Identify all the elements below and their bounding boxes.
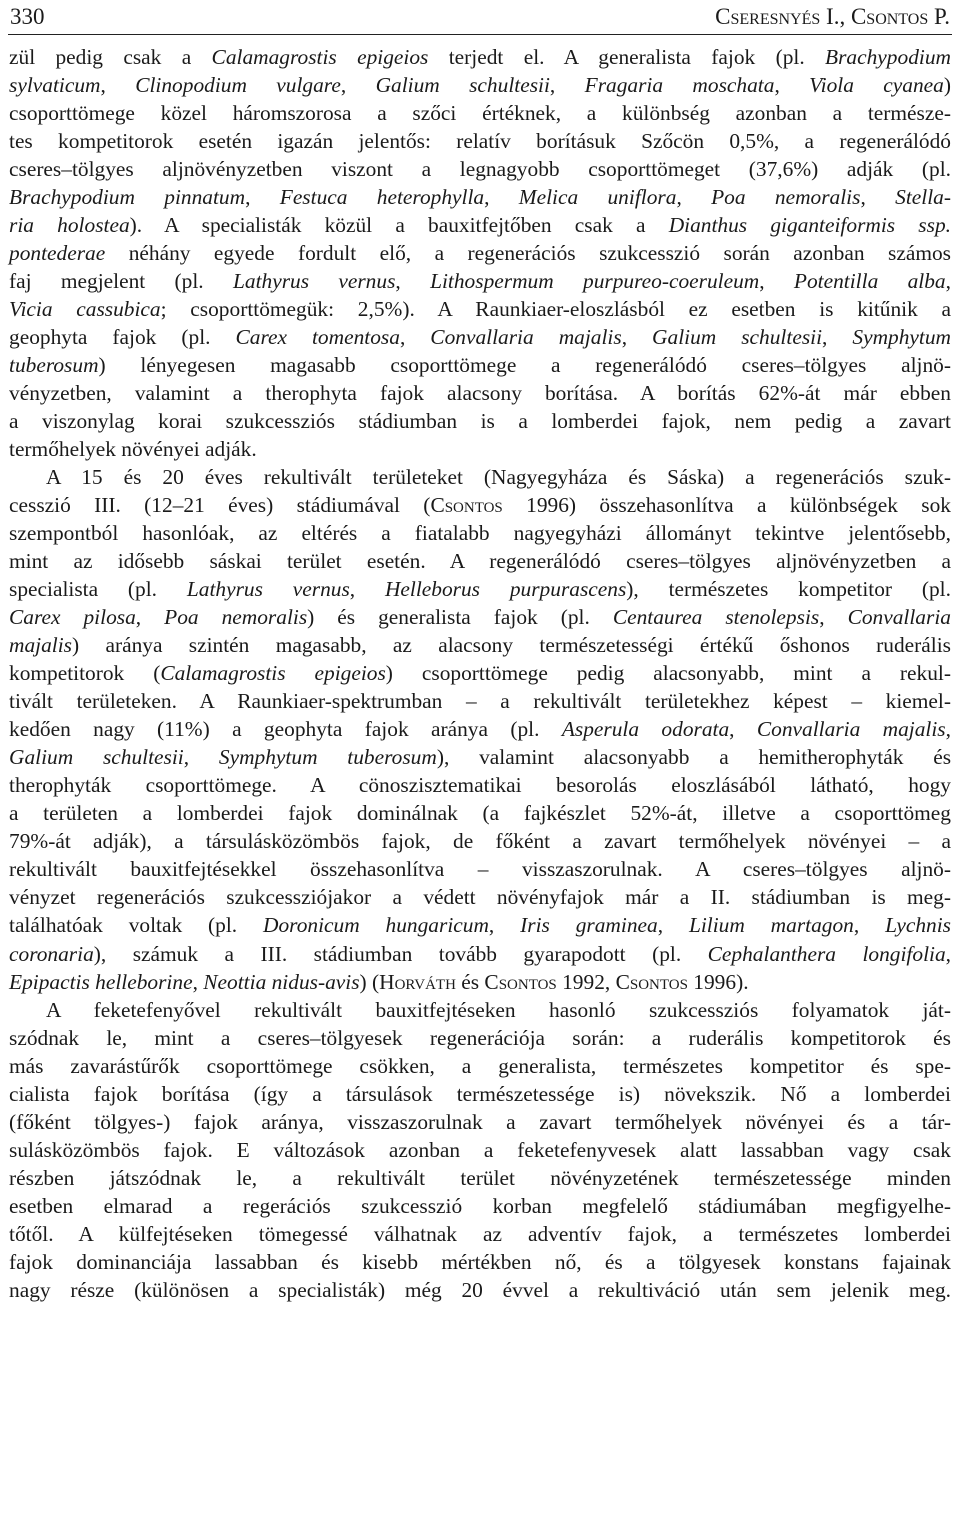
text-span: cialista fajok borítása (így a társulások természetessége is) növekszik. Nő a lomberdei	[9, 1081, 951, 1106]
italic-span: Convallaria majalis	[756, 717, 946, 742]
text-line	[9, 547, 951, 575]
text-line	[9, 940, 951, 968]
text-span: ,	[349, 577, 385, 602]
body-text	[9, 43, 951, 1304]
text-span: kompetitorok (	[9, 661, 161, 686]
text-span: ,	[340, 73, 376, 98]
text-span: 79%-át adják), a társulásközömbös fajok, de főként a zavart termőhelyek növényei – a	[9, 829, 951, 854]
italic-span: Helleborus purpurascens	[384, 577, 627, 602]
text-line	[9, 1192, 951, 1220]
text-line	[9, 996, 951, 1024]
text-span: ) csoporttömege pedig alacsonyabb, mint a rekul-	[385, 661, 951, 686]
text-line	[9, 491, 951, 519]
text-span: terjedt el. A generalista fajok (pl.	[428, 45, 826, 69]
text-span: ,	[488, 913, 521, 938]
text-span: néhány egyede fordult elő, a regenerációs szukcesszió során azonban számos	[105, 241, 951, 266]
text-span: fajok dominanciája lassabban és kisebb mértékben nő, és a tölgyesek konstans fajainak	[9, 1249, 951, 1274]
text-span: más zavarástűrők csoporttömege csökken, a generalista, természetes kompetitor és spe-	[9, 1053, 951, 1078]
italic-span: Brachypodium	[825, 45, 951, 69]
text-span: rekultivált bauxitfejtésekkel összehasonlítva – visszaszorulnak. A cseres–tölgyes aljnö-	[9, 857, 951, 882]
italic-span: majalis	[9, 633, 72, 658]
text-span: ,	[945, 717, 951, 742]
text-line	[9, 827, 951, 855]
text-span: vényzetben, valamint a therophyta fajok alacsony borítása. A borítás 62%-át már ebben	[9, 381, 951, 406]
text-span: ,	[183, 745, 219, 770]
text-line	[9, 743, 951, 771]
text-span: a területen a lomberdei fajok dominálnak (a fajkészlet 52%-át, illetve a csoporttömeg	[9, 801, 951, 826]
text-line	[9, 183, 951, 211]
text-span: ) és generalista fajok (pl.	[307, 605, 613, 630]
text-line	[9, 1080, 951, 1108]
text-span: sulásközömbös fajok. E változások azonban a feketefenyvesek alatt lassabban vagy csak	[9, 1137, 951, 1162]
italic-span: Lilium martagon	[688, 913, 854, 938]
italic-span: Calamagrostis epigeios	[160, 661, 386, 686]
italic-span: Clinopodium vulgare	[135, 73, 341, 98]
italic-span: tuberosum	[9, 353, 99, 378]
text-span: ,	[399, 325, 431, 350]
text-line	[9, 127, 951, 155]
italic-span: Poa nemoralis	[711, 185, 861, 210]
text-line	[9, 1164, 951, 1192]
text-line	[9, 575, 951, 603]
text-span: ,	[822, 325, 853, 350]
text-span: cseres–tölgyes aljnövényzetben viszont a legnagyobb csoporttömeget (37,6%) adják (pl.	[9, 157, 951, 182]
text-span: ), valamint alacsonyabb a hemitherophyták és	[436, 745, 952, 770]
text-line	[9, 1276, 951, 1304]
text-line	[9, 211, 951, 239]
italic-span: Calamagrostis epigeios	[211, 45, 429, 69]
text-line	[9, 968, 951, 996]
text-span: 1992,	[556, 969, 616, 994]
italic-span: Vicia cassubica	[9, 297, 161, 322]
italic-span: Epipactis helleborine	[9, 969, 193, 994]
text-line	[9, 687, 951, 715]
text-span: ) (	[359, 969, 380, 994]
running-head-authors: Cseresnyés I., Csontos P.	[715, 4, 950, 29]
text-span: 1996) összehasonlítva a különbségek sok	[502, 493, 951, 518]
text-line	[9, 1248, 951, 1276]
text-span: nagy része (különösen a specialisták) még 20 évvel a rekultiváció után sem jelenik meg.	[9, 1277, 951, 1302]
text-span: ,	[395, 269, 431, 294]
text-line	[9, 911, 951, 939]
running-header	[0, 0, 960, 36]
text-span: csoporttömege közel háromszorosa a szőci értéknek, a különbség azonban a természe-	[9, 101, 951, 126]
italic-span: pontederae	[9, 241, 106, 266]
text-span: részben játszódnak le, a rekultivált terület növényzetének természetessége minden	[9, 1165, 951, 1190]
small-caps-span: Csontos	[615, 969, 688, 994]
italic-span: Lithospermum purpureo-coeruleum	[430, 269, 760, 294]
text-span: ,	[245, 185, 280, 210]
italic-span: ria holostea	[9, 213, 130, 238]
italic-span: coronaria	[9, 941, 94, 966]
text-span: ). A specialisták közül a bauxitfejtőben csak a	[129, 213, 669, 238]
page-number: 330	[10, 4, 45, 29]
text-span: )	[943, 73, 951, 98]
text-line	[9, 631, 951, 659]
text-line	[9, 71, 951, 99]
text-line	[9, 1052, 951, 1080]
text-line	[9, 463, 951, 491]
text-span: zül pedig csak a	[9, 45, 212, 69]
italic-span: Stella-	[895, 185, 951, 210]
italic-span: Dianthus giganteiformis ssp.	[668, 213, 952, 238]
text-span: szempontból hasonlóak, az eltérés a fiatalabb nagyegyházi állományt tekintve jelentősebb,	[9, 521, 951, 546]
text-span: ,	[484, 185, 519, 210]
italic-span: Lathyrus vernus	[232, 269, 396, 294]
text-span: és	[455, 969, 485, 994]
italic-span: Potentilla alba	[793, 269, 946, 294]
text-line	[9, 267, 951, 295]
italic-span: Viola cyanea	[809, 73, 944, 98]
small-caps-span: Csontos	[430, 493, 503, 518]
text-span: ,	[621, 325, 653, 350]
italic-span: Asperula odorata	[561, 717, 730, 742]
text-span: ,	[100, 73, 136, 98]
text-span: ) aránya szintén magasabb, az alacsony természetességi értékű őshonos ruderális	[72, 633, 951, 658]
italic-span: Iris graminea	[520, 913, 658, 938]
text-line	[9, 659, 951, 687]
text-span: ,	[945, 269, 951, 294]
small-caps-span: Horváth	[379, 969, 456, 994]
text-line	[9, 239, 951, 267]
italic-span: Galium schultesii	[375, 73, 550, 98]
text-line	[9, 715, 951, 743]
italic-span: Cephalanthera longifolia	[707, 941, 946, 966]
italic-span: Galium schultesii	[9, 745, 184, 770]
text-line	[9, 883, 951, 911]
text-line	[9, 771, 951, 799]
text-line	[9, 323, 951, 351]
text-span: ), számuk a III. stádiumban tovább gyarapodott (pl.	[93, 941, 708, 966]
text-span: ; csoporttömegük: 2,5%). A Raunkiaer-eloszlásból ez esetben is kitűnik a	[160, 297, 952, 322]
text-span: szódnak le, mint a cseres–tölgyesek regenerációja során: a ruderális kompetitorok és	[9, 1025, 951, 1050]
text-span: ,	[860, 185, 896, 210]
text-span: mint az idősebb sáskai terület esetén. A regenerálódó cseres–tölgyes aljnövényzetben a	[9, 549, 951, 574]
text-span: ), természetes kompetitor (pl.	[626, 577, 951, 602]
text-span: ,	[729, 717, 757, 742]
text-span: ,	[192, 969, 204, 994]
text-line	[9, 1108, 951, 1136]
text-span: esetben elmarad a regerációs szukcesszió korban megfelelő stádiumában megfigyelhe-	[9, 1193, 951, 1218]
text-span: geophyta fajok (pl.	[9, 325, 236, 350]
text-span: ,	[774, 73, 810, 98]
italic-span: Carex pilosa	[9, 605, 136, 630]
text-span: ,	[549, 73, 585, 98]
small-caps-span: Csontos	[484, 969, 557, 994]
italic-span: Carex tomentosa	[235, 325, 400, 350]
text-span: ,	[135, 605, 165, 630]
text-span: (főként tölgyes-) fajok aránya, visszaszorulnak a zavart termőhelyek növényei és a tár-	[9, 1109, 951, 1134]
text-span: ) lényegesen magasabb csoporttömege a regenerálódó cseres–tölgyes aljnö-	[98, 353, 951, 378]
text-span: termőhelyek növényei adják.	[9, 437, 257, 462]
text-line	[9, 351, 951, 379]
text-span: tes kompetitorok esetén igazán jelentős: relatív borításuk Szőcön 0,5%, a regenerálódó	[9, 129, 951, 154]
text-span: cesszió III. (12–21 éves) stádiumával (	[9, 493, 431, 518]
text-line	[9, 435, 951, 463]
text-line	[9, 295, 951, 323]
text-span: vényzet regenerációs szukcessziójakor a védett növényfajok már a II. stádiumban is meg-	[9, 885, 951, 910]
text-line	[9, 519, 951, 547]
text-line	[9, 1024, 951, 1052]
italic-span: Melica uniflora	[518, 185, 677, 210]
text-span: találhatóak voltak (pl.	[9, 913, 264, 938]
text-span: ,	[945, 941, 952, 966]
text-span: faj megjelent (pl.	[9, 269, 233, 294]
text-span: ,	[853, 913, 886, 938]
text-line	[9, 603, 951, 631]
text-line	[9, 99, 951, 127]
text-line	[9, 1220, 951, 1248]
text-span: ,	[657, 913, 689, 938]
header-rule	[8, 34, 952, 35]
text-span: 1996).	[687, 969, 749, 994]
italic-span: Festuca heterophylla	[279, 185, 485, 210]
italic-span: sylvaticum	[9, 73, 101, 98]
italic-span: Brachypodium pinnatum	[9, 185, 246, 210]
text-line	[9, 855, 951, 883]
italic-span: Doronicum hungaricum	[263, 913, 489, 938]
italic-span: Symphytum tuberosum	[218, 745, 437, 770]
italic-span: Fragaria moschata	[584, 73, 775, 98]
italic-span: Galium schultesii	[652, 325, 823, 350]
text-line	[9, 43, 951, 71]
text-line	[9, 1136, 951, 1164]
text-span: ,	[676, 185, 712, 210]
italic-span: Convallaria	[847, 605, 951, 630]
text-span: therophyták csoporttömege. A cönoszisztematikai besorolás eloszlásából látható, hogy	[9, 773, 951, 798]
italic-span: Neottia nidus-avis	[203, 969, 360, 994]
text-span: A feketefenyővel rekultivált bauxitfejtéseken hasonló szukcessziós folyamatok ját-	[46, 997, 951, 1022]
text-span: ,	[759, 269, 794, 294]
text-span: ,	[819, 605, 848, 630]
italic-span: Poa nemoralis	[164, 605, 308, 630]
text-span: tivált területeken. A Raunkiaer-spektrumban – a rekultivált területekhez képest – kiemel-	[9, 689, 951, 714]
text-span: A 15 és 20 éves rekultivált területeket (Nagyegyháza és Sáska) a regenerációs szuk-	[46, 465, 951, 490]
italic-span: Symphytum	[852, 325, 951, 350]
italic-span: Lathyrus vernus	[186, 577, 350, 602]
text-line	[9, 407, 951, 435]
text-line	[9, 155, 951, 183]
text-span: kedően nagy (11%) a geophyta fajok aránya (pl.	[9, 717, 562, 742]
italic-span: Lychnis	[885, 913, 951, 938]
text-span: specialista (pl.	[9, 577, 187, 602]
text-line	[9, 799, 951, 827]
italic-span: Convallaria majalis	[430, 325, 622, 350]
italic-span: Centaurea stenolepsis	[612, 605, 820, 630]
text-line	[9, 379, 951, 407]
text-span: tőtől. A külfejtéseken tömegessé válhatnak az adventív fajok, a természetes lomberdei	[9, 1221, 951, 1246]
text-span: a viszonylag korai szukcessziós stádiumban is a lomberdei fajok, nem pedig a zavart	[9, 409, 951, 434]
